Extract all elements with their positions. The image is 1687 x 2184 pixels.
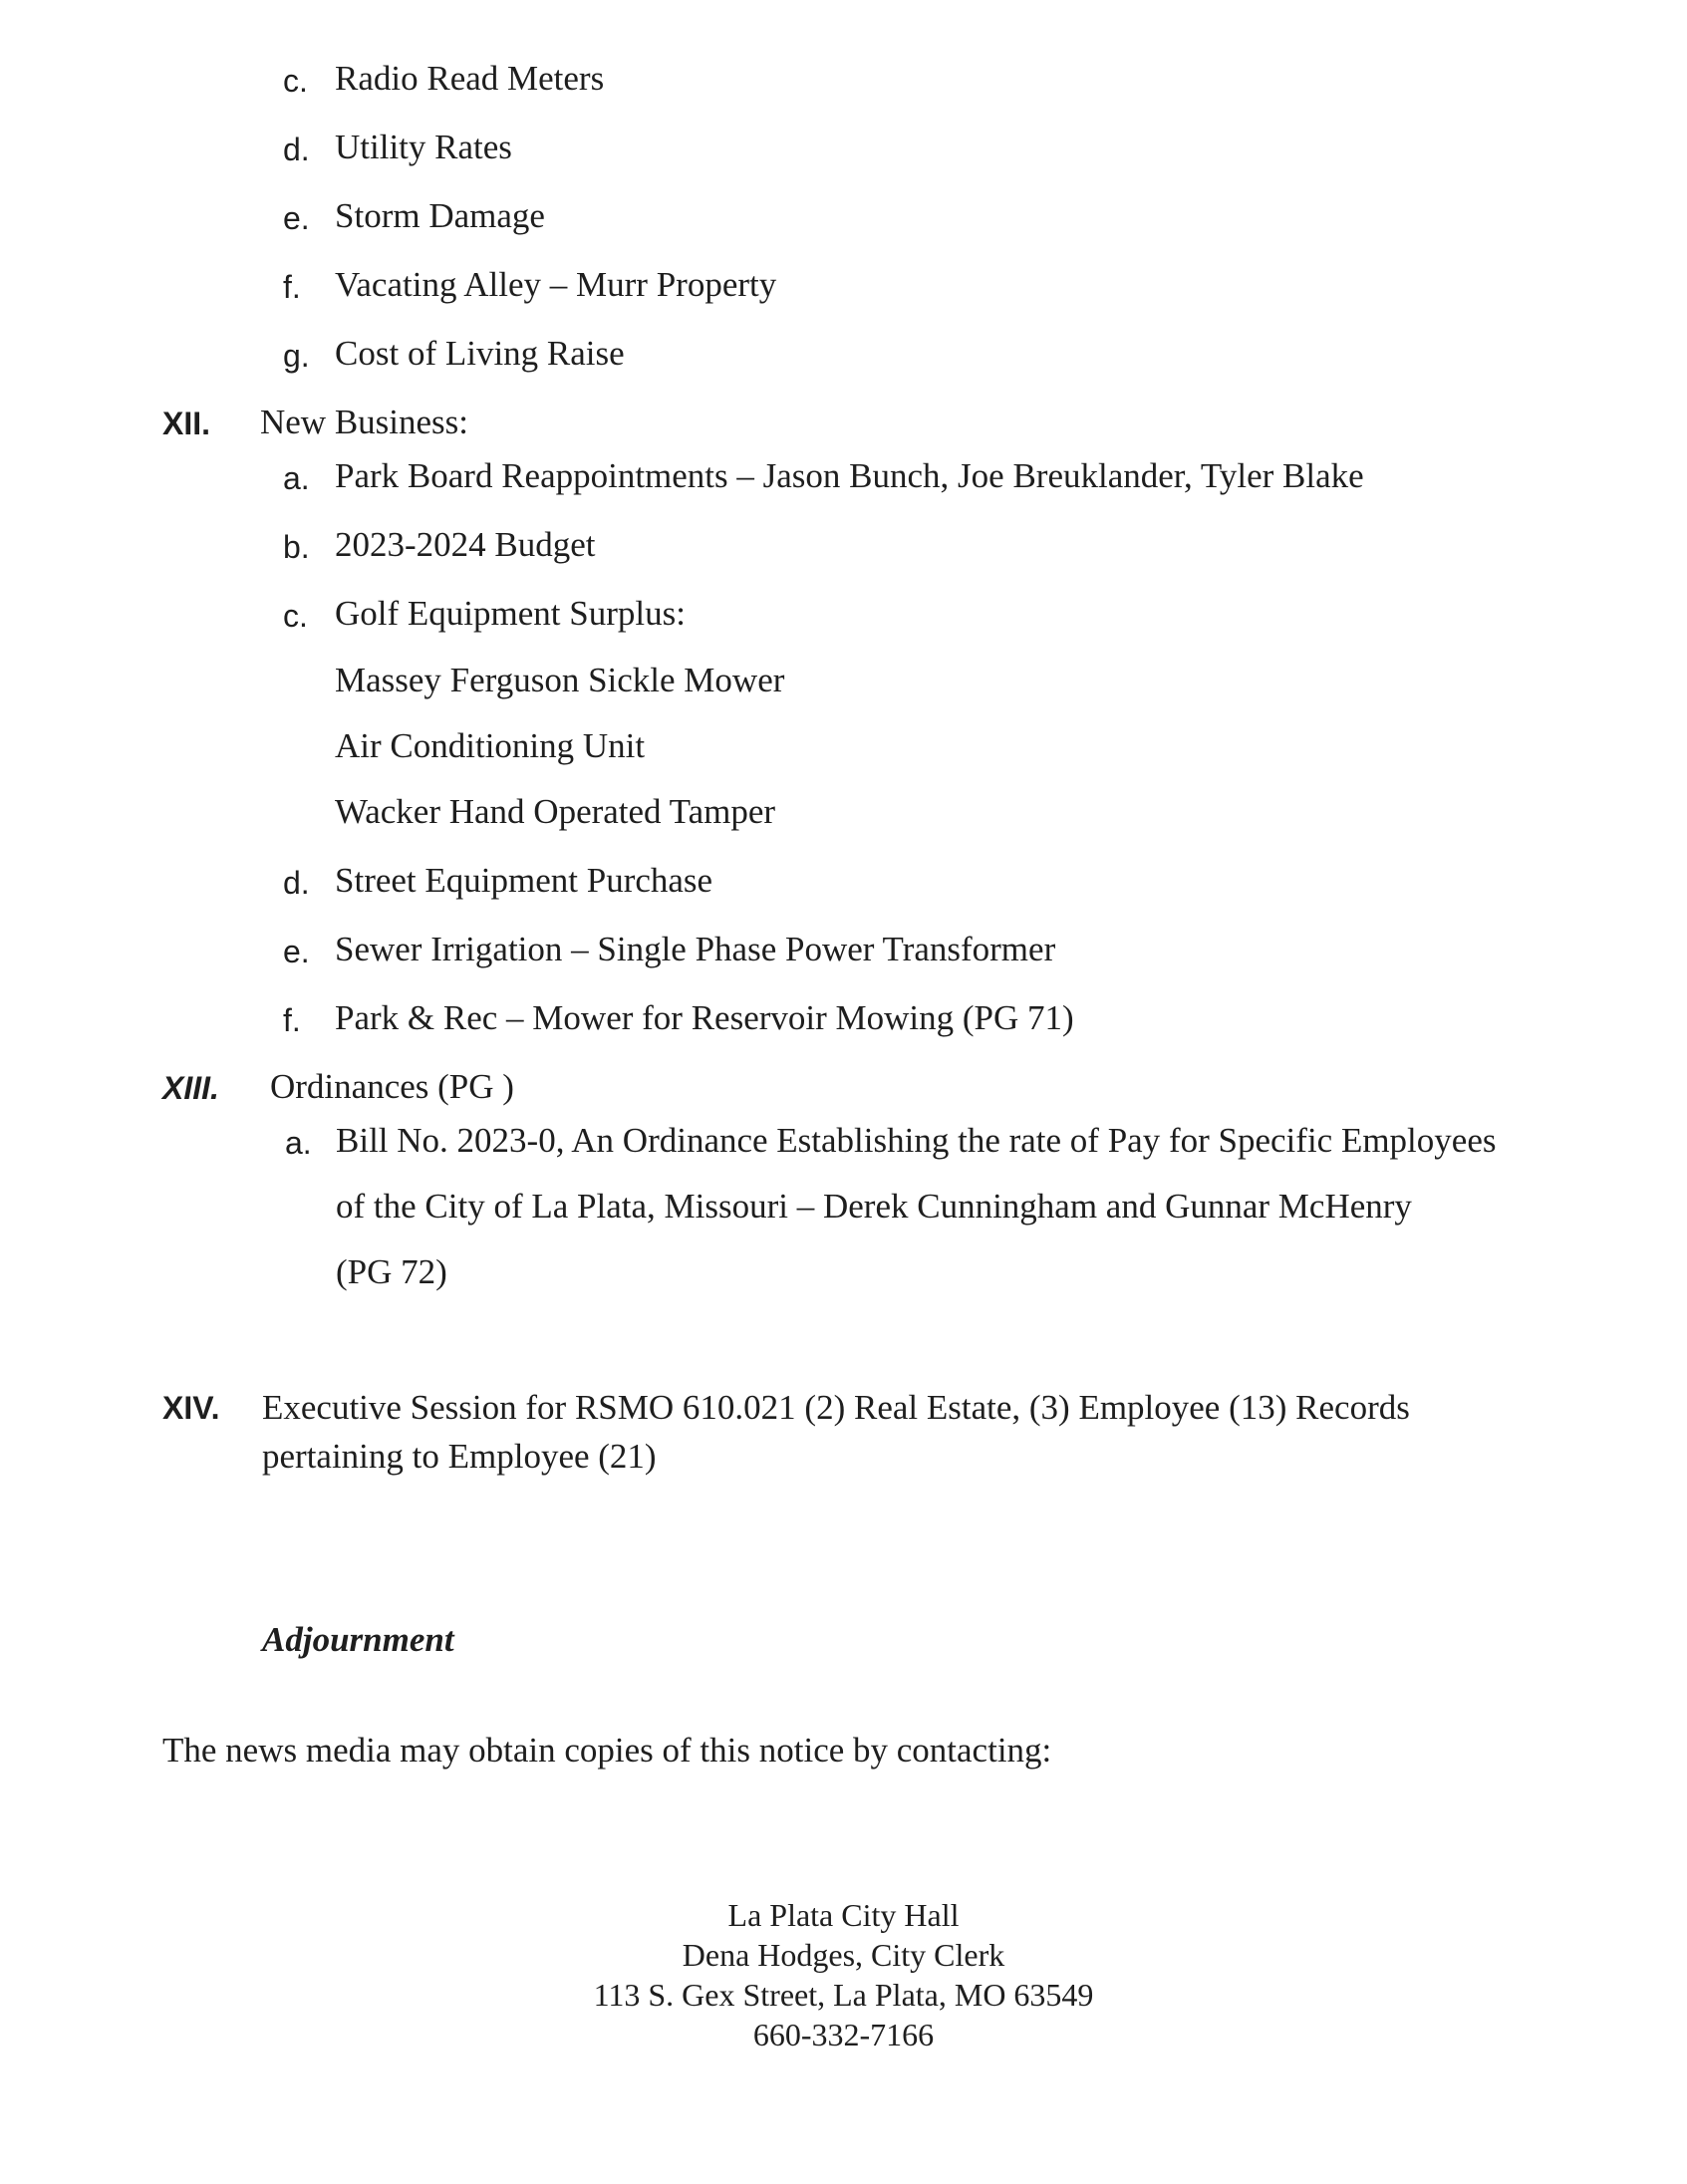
item-text: Cost of Living Raise	[335, 334, 625, 373]
item-letter: b.	[283, 529, 310, 565]
item-letter: e.	[283, 200, 310, 236]
item-letter: f.	[283, 269, 301, 305]
item-text: Vacating Alley – Murr Property	[335, 265, 777, 304]
section-title: New Business:	[260, 403, 469, 441]
item-letter: f.	[283, 1002, 301, 1038]
section-title: Ordinances (PG )	[270, 1067, 514, 1106]
item-text: Street Equipment Purchase	[335, 861, 713, 900]
session-line: Executive Session for RSMO 610.021 (2) Real Estate, (3) Employee (13) Records	[262, 1388, 1410, 1427]
item-letter: d.	[283, 865, 310, 901]
item-text: Storm Damage	[335, 196, 545, 235]
item-subtext: Air Conditioning Unit	[335, 726, 646, 765]
media-notice: The news media may obtain copies of this notice by contacting:	[162, 1731, 1052, 1770]
contact-address: 113 S. Gex Street, La Plata, MO 63549	[593, 1977, 1094, 2013]
ordinance-line: (PG 72)	[336, 1252, 447, 1291]
section-numeral: XIII.	[162, 1070, 219, 1106]
item-text: 2023-2024 Budget	[335, 525, 596, 564]
item-letter: g.	[283, 338, 310, 374]
item-letter: e.	[283, 934, 310, 969]
item-text: Park & Rec – Mower for Reservoir Mowing (PG 71)	[335, 998, 1074, 1037]
item-text: Park Board Reappointments – Jason Bunch, Joe Breuklander, Tyler Blake	[335, 456, 1364, 495]
item-text: Golf Equipment Surplus:	[335, 594, 686, 633]
contact-office: La Plata City Hall	[727, 1897, 960, 1933]
ordinance-line: Bill No. 2023-0, An Ordinance Establishing the rate of Pay for Specific Employees	[336, 1121, 1497, 1160]
item-text: Radio Read Meters	[335, 59, 605, 98]
item-text: Utility Rates	[335, 128, 512, 166]
item-letter: a.	[283, 460, 310, 496]
item-text: Sewer Irrigation – Single Phase Power Transformer	[335, 930, 1056, 968]
item-letter: c.	[283, 598, 308, 634]
ordinance-line: of the City of La Plata, Missouri – Derek Cunningham and Gunnar McHenry	[336, 1187, 1412, 1226]
section-numeral: XIV.	[162, 1390, 220, 1426]
item-subtext: Massey Ferguson Sickle Mower	[335, 661, 785, 699]
contact-name: Dena Hodges, City Clerk	[682, 1937, 1005, 1973]
item-letter: c.	[283, 63, 308, 99]
item-letter: d.	[283, 132, 310, 167]
item-letter: a.	[285, 1125, 312, 1161]
adjournment-heading: Adjournment	[262, 1620, 454, 1659]
contact-phone: 660-332-7166	[752, 2017, 935, 2052]
item-subtext: Wacker Hand Operated Tamper	[335, 792, 776, 831]
section-numeral: XII.	[162, 406, 211, 441]
session-line: pertaining to Employee (21)	[262, 1437, 657, 1476]
